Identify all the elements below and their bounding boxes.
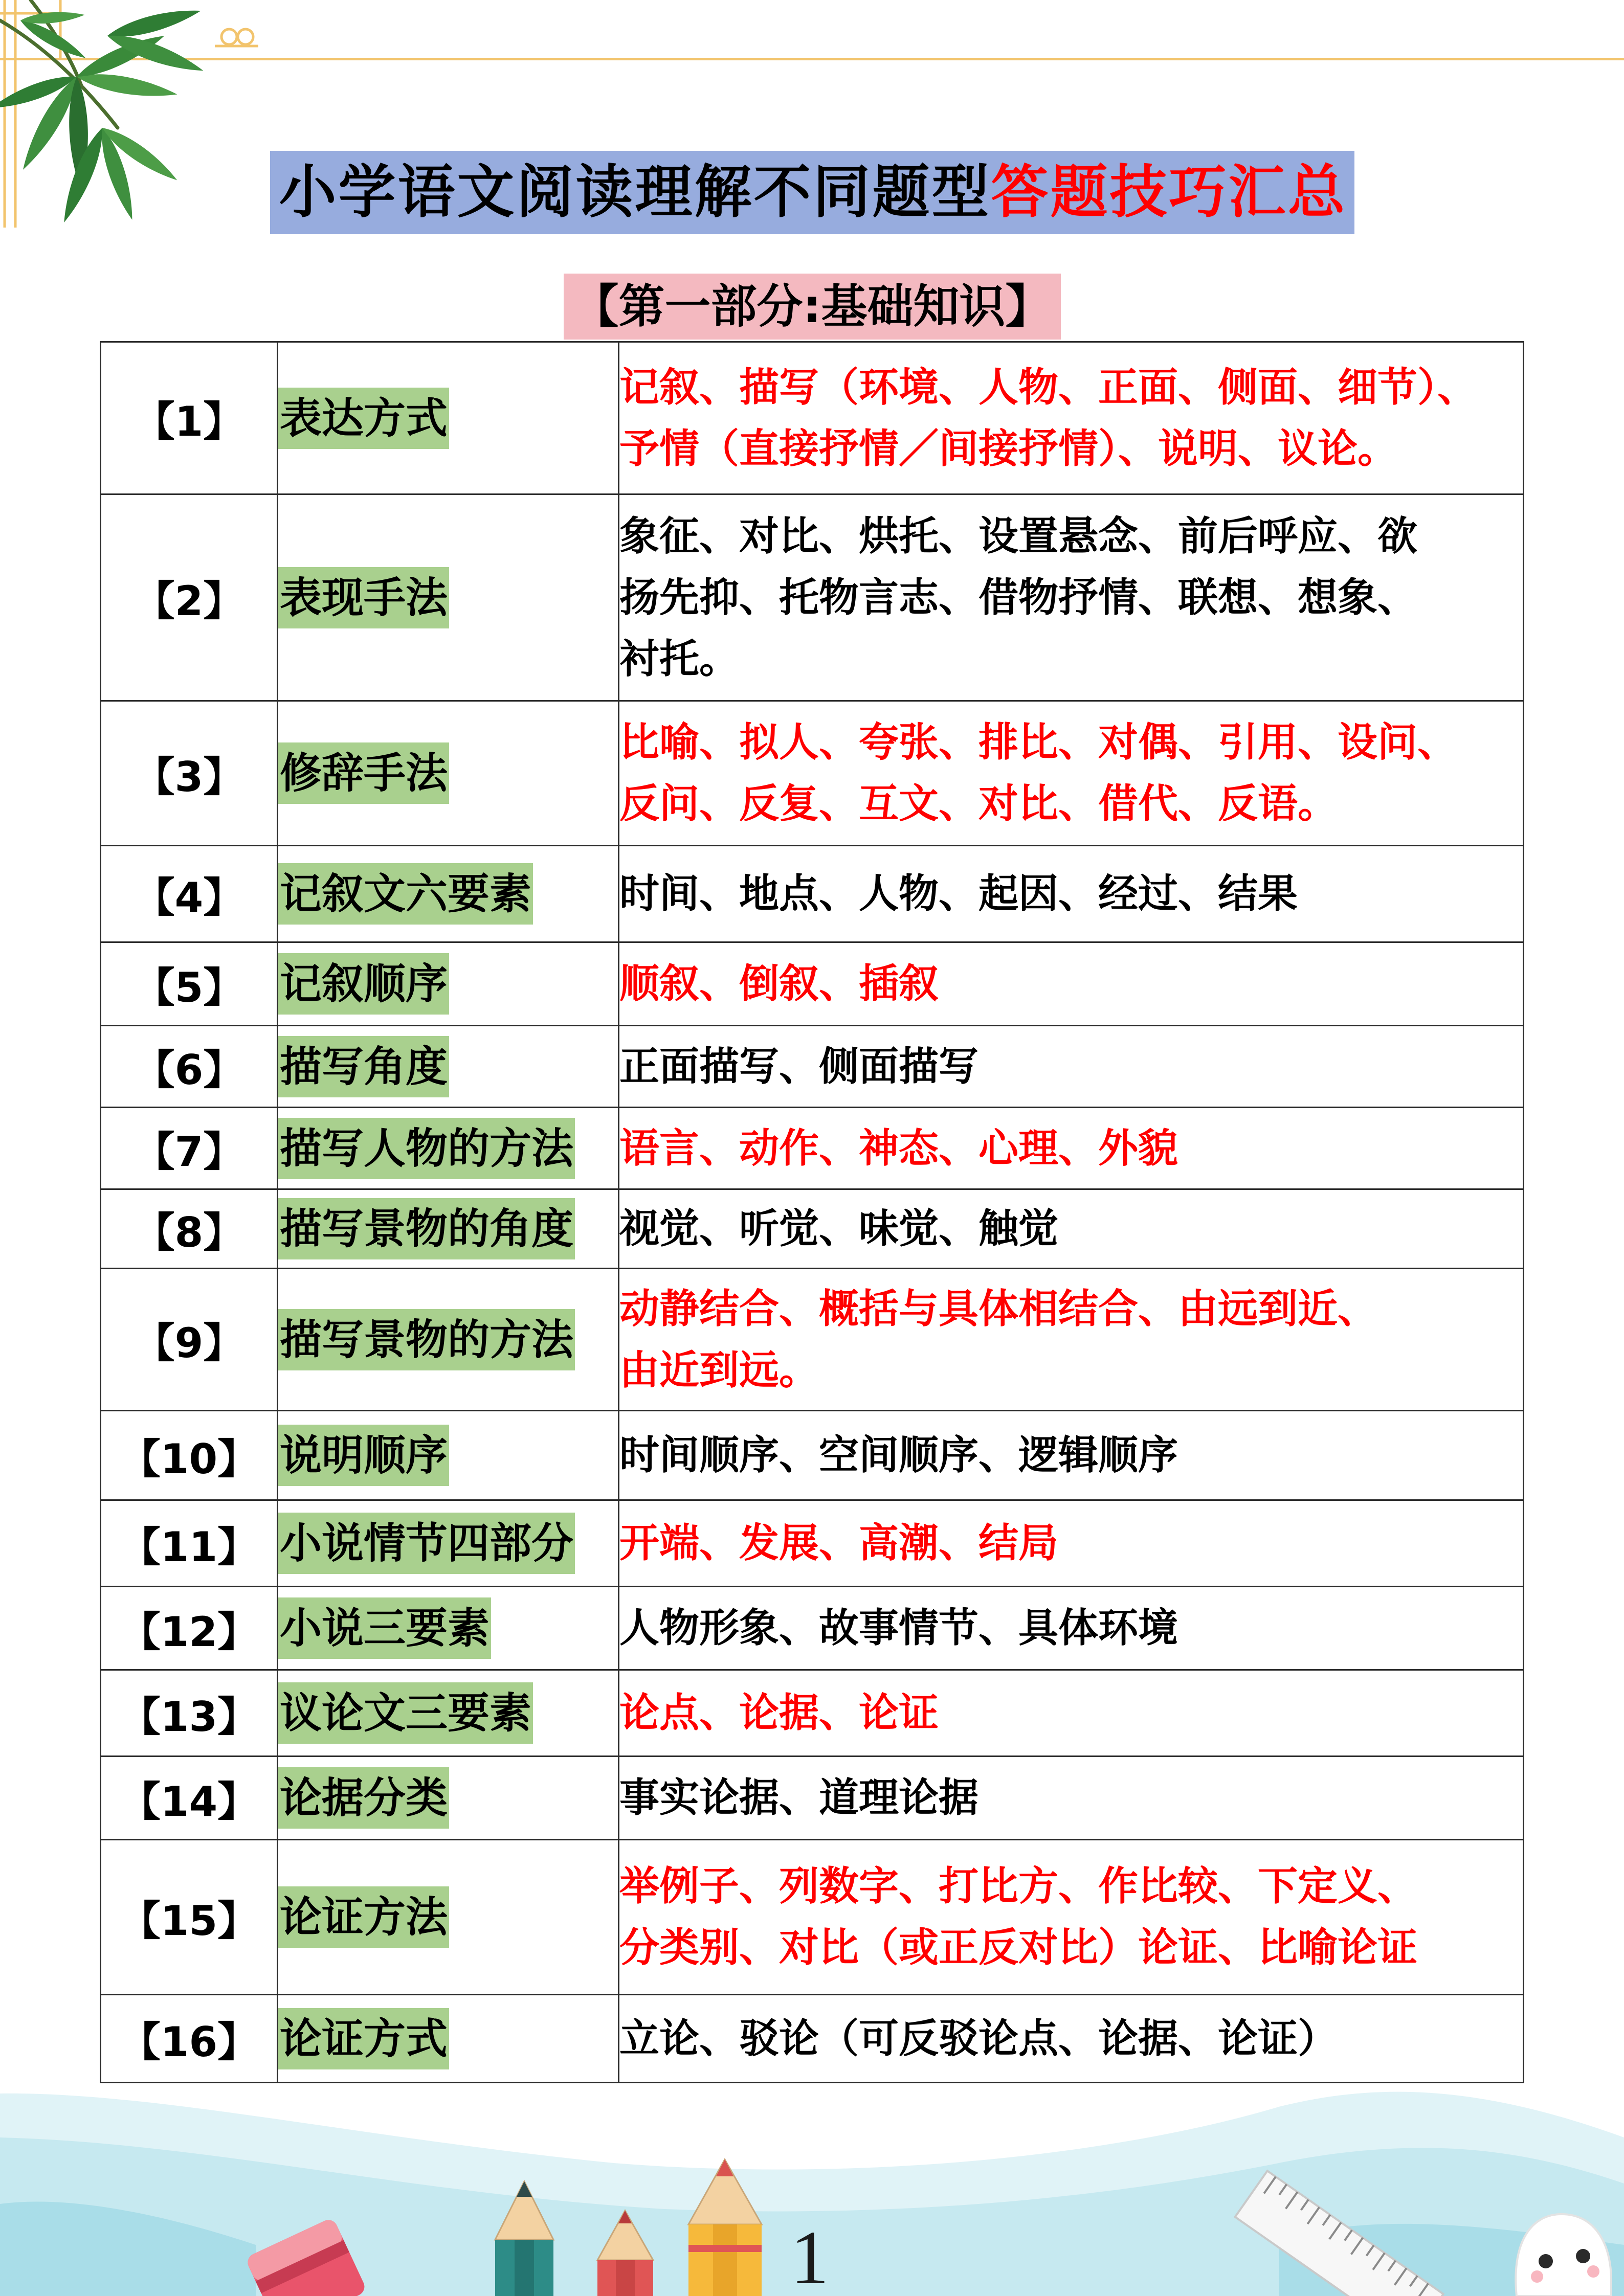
row-label: 说明顺序 [278, 1425, 449, 1486]
content-line: 语言、动作、神态、心理、外貌 [619, 1125, 1178, 1172]
row-content [619, 342, 1524, 494]
row-label-cell [278, 1189, 619, 1269]
row-label: 记叙顺序 [278, 953, 449, 1015]
content-line: 衬托。 [619, 636, 740, 682]
content-line: 予情（直接抒情／间接抒情）、说明、议论。 [619, 425, 1398, 472]
row-number: 【11】 [101, 1500, 278, 1587]
row-label: 描写角度 [278, 1036, 449, 1097]
row-label-cell [278, 846, 619, 942]
table-row [101, 1411, 1524, 1500]
row-content [619, 1411, 1524, 1500]
section-heading: 【第一部分:基础知识】 [564, 274, 1061, 340]
row-content [619, 1269, 1524, 1411]
table-row [101, 1189, 1524, 1269]
table-row [101, 1108, 1524, 1189]
row-content [619, 1587, 1524, 1670]
row-label: 论据分类 [278, 1767, 449, 1829]
row-label-cell [278, 1026, 619, 1108]
content-line: 由近到远。 [619, 1347, 819, 1393]
row-number: 【9】 [101, 1269, 278, 1411]
leaf-cluster [0, 3, 206, 226]
page-number: 1 [790, 2215, 829, 2296]
row-label: 小说情节四部分 [278, 1513, 575, 1574]
content-line: 事实论据、道理论据 [619, 1775, 979, 1821]
table-row [101, 1587, 1524, 1670]
row-content [619, 1670, 1524, 1757]
row-number: 【3】 [101, 701, 278, 846]
row-number: 【4】 [101, 846, 278, 942]
row-content [619, 846, 1524, 942]
row-number: 【14】 [101, 1757, 278, 1840]
table-row [101, 1269, 1524, 1411]
table-row [101, 1670, 1524, 1757]
row-label: 记叙文六要素 [278, 863, 533, 925]
content-line: 比喻、拟人、夸张、排比、对偶、引用、设问、 [619, 719, 1458, 766]
row-number: 【6】 [101, 1026, 278, 1108]
row-content [619, 1757, 1524, 1840]
title-red-part: 答题技巧汇总 [991, 159, 1347, 226]
row-label-cell [278, 1500, 619, 1587]
content-line: 开端、发展、高潮、结局 [619, 1520, 1059, 1566]
row-label-cell [278, 1587, 619, 1670]
row-label: 表现手法 [278, 567, 449, 628]
content-line: 分类别、对比（或正反对比）论证、比喻论证 [619, 1925, 1418, 1971]
row-content [619, 1189, 1524, 1269]
table-row [101, 942, 1524, 1026]
content-line: 时间顺序、空间顺序、逻辑顺序 [619, 1432, 1178, 1478]
row-label: 修辞手法 [278, 742, 449, 804]
content-line: 时间、地点、人物、起因、经过、结果 [619, 871, 1298, 917]
row-label: 描写景物的方法 [278, 1309, 575, 1370]
table-row [101, 1500, 1524, 1587]
table-row [101, 1026, 1524, 1108]
row-content [619, 1840, 1524, 1995]
title-black-part: 小学语文阅读理解不同题型 [279, 159, 991, 226]
row-number: 【8】 [101, 1189, 278, 1269]
row-number: 【5】 [101, 942, 278, 1026]
row-label: 论证方式 [278, 2008, 449, 2069]
row-label: 议论文三要素 [278, 1682, 533, 1744]
row-number: 【15】 [101, 1840, 278, 1995]
content-line: 立论、驳论（可反驳论点、论据、论证） [619, 2015, 1338, 2062]
row-label-cell [278, 942, 619, 1026]
knowledge-table [100, 341, 1524, 2083]
row-label-cell [278, 342, 619, 494]
content-line: 扬先抑、托物言志、借物抒情、联想、想象、 [619, 574, 1418, 621]
table-row [101, 701, 1524, 846]
content-line: 人物形象、故事情节、具体环境 [619, 1605, 1178, 1651]
content-line: 论点、论据、论证 [619, 1690, 939, 1736]
row-label-cell [278, 494, 619, 701]
row-label: 表达方式 [278, 388, 449, 449]
content-line: 反问、反复、互文、对比、借代、反语。 [619, 781, 1338, 827]
row-number: 【10】 [101, 1411, 278, 1500]
row-number: 【13】 [101, 1670, 278, 1757]
row-number: 【16】 [101, 1995, 278, 2083]
row-label-cell [278, 1108, 619, 1189]
row-label: 描写景物的角度 [278, 1198, 575, 1259]
row-label-cell [278, 1411, 619, 1500]
content-line: 正面描写、侧面描写 [619, 1043, 979, 1090]
row-label: 小说三要素 [278, 1597, 491, 1659]
row-content [619, 494, 1524, 701]
row-label-cell [278, 1670, 619, 1757]
row-label-cell [278, 1757, 619, 1840]
row-label-cell [278, 1995, 619, 2083]
table-row [101, 846, 1524, 942]
table-row [101, 1995, 1524, 2083]
table-row [101, 494, 1524, 701]
table-row [101, 1840, 1524, 1995]
row-number: 【1】 [101, 342, 278, 494]
row-content [619, 942, 1524, 1026]
table-row [101, 342, 1524, 494]
bamboo-leaves-decoration [0, 0, 286, 235]
table-row [101, 1757, 1524, 1840]
row-label-cell [278, 1269, 619, 1411]
row-number: 【7】 [101, 1108, 278, 1189]
row-number: 【12】 [101, 1587, 278, 1670]
row-number: 【2】 [101, 494, 278, 701]
row-label-cell [278, 1840, 619, 1995]
row-content [619, 1108, 1524, 1189]
content-line: 象征、对比、烘托、设置悬念、前后呼应、欲 [619, 513, 1418, 559]
content-line: 视觉、听觉、味觉、触觉 [619, 1206, 1059, 1252]
content-line: 动静结合、概括与具体相结合、由远到近、 [619, 1286, 1378, 1332]
content-line: 记叙、描写（环境、人物、正面、侧面、细节）、 [619, 364, 1478, 411]
row-content [619, 1026, 1524, 1108]
row-content [619, 1500, 1524, 1587]
page-title [270, 151, 1354, 234]
row-content [619, 1995, 1524, 2083]
row-content [619, 701, 1524, 846]
row-label: 描写人物的方法 [278, 1118, 575, 1179]
row-label: 论证方法 [278, 1886, 449, 1948]
content-line: 举例子、列数字、打比方、作比较、下定义、 [619, 1863, 1418, 1909]
knowledge-table-body [101, 342, 1524, 2083]
content-line: 顺叙、倒叙、插叙 [619, 961, 939, 1007]
row-label-cell [278, 701, 619, 846]
